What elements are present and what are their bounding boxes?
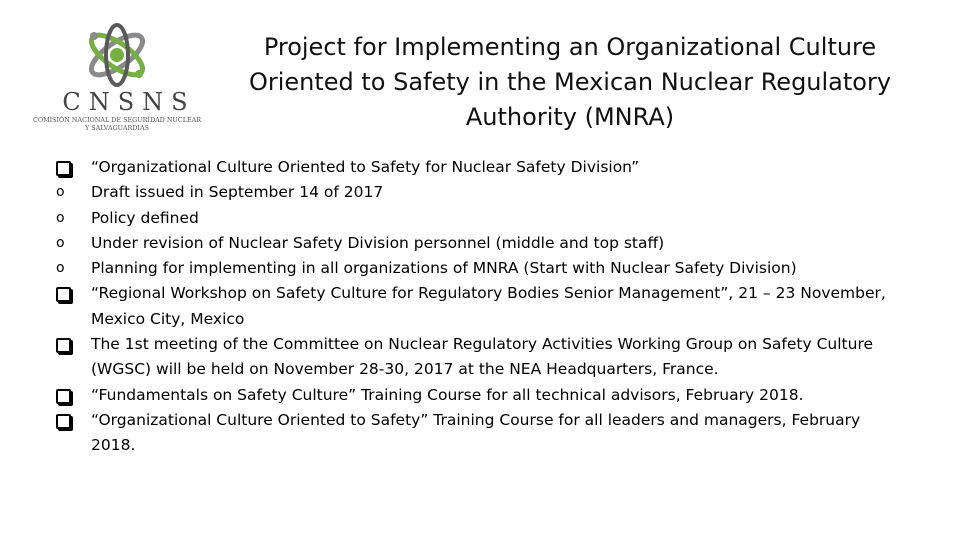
cnsns-logo — [24, 22, 209, 134]
list-item — [56, 332, 896, 383]
list-item — [56, 206, 896, 231]
list-item — [56, 231, 896, 256]
bullet-list — [56, 155, 896, 459]
list-item — [56, 408, 896, 459]
logo-subtitle — [28, 116, 206, 132]
list-item-text: “Organizational Culture Oriented to Safety for Nuclear Safety Division” — [91, 158, 640, 176]
logo-subtitle-line2: Y SALVAGUARDIAS — [85, 124, 149, 132]
list-item-text: “Regional Workshop on Safety Culture for Regulatory Bodies Senior Management”, 21 – 23 November, Mexico City, Mexico — [91, 284, 886, 328]
circle-bullet-icon: o — [56, 209, 65, 226]
atom-icon — [84, 22, 150, 88]
list-item-text: Under revision of Nuclear Safety Division personnel (middle and top staff) — [91, 233, 665, 252]
list-item-text: “Organizational Culture Oriented to Safety” Training Course for all leaders and managers, February 2018. — [91, 410, 861, 455]
logo-subtitle-line1: COMISIÓN NACIONAL DE SEGURIDAD NUCLEAR — [32, 116, 202, 124]
list-item-text: Planning for implementing in all organizations of MNRA (Start with Nuclear Safety Division) — [91, 259, 797, 278]
list-item — [56, 256, 896, 281]
circle-bullet-icon: o — [56, 184, 65, 201]
list-item-text: The 1st meeting of the Committee on Nuclear Regulatory Activities Working Group on Safety Culture (WGSC) will be held on November 28-30, 2017 at the NEA Headquarters, France. — [91, 335, 874, 379]
checkbox-bullet-icon — [56, 332, 76, 361]
list-item — [56, 155, 896, 180]
list-item-text: Policy defined — [91, 208, 199, 227]
list-item-text: Draft issued in September 14 of 2017 — [91, 183, 384, 202]
list-item — [56, 383, 896, 408]
checkbox-bullet-icon — [56, 408, 76, 437]
checkbox-bullet-icon — [56, 281, 76, 310]
circle-bullet-icon: o — [56, 234, 65, 251]
slide-title: Project for Implementing an Organizational Culture Oriented to Safety in the Mexican Nuclear Regulatory Authority (MNRA) — [248, 33, 892, 131]
list-item — [56, 180, 896, 205]
logo-name: CNSNS — [62, 88, 196, 116]
list-item — [56, 281, 896, 332]
list-item-text: “Fundamentals on Safety Culture” Training Course for all technical advisors, February 2018. — [91, 385, 804, 404]
circle-bullet-icon: o — [56, 260, 65, 277]
